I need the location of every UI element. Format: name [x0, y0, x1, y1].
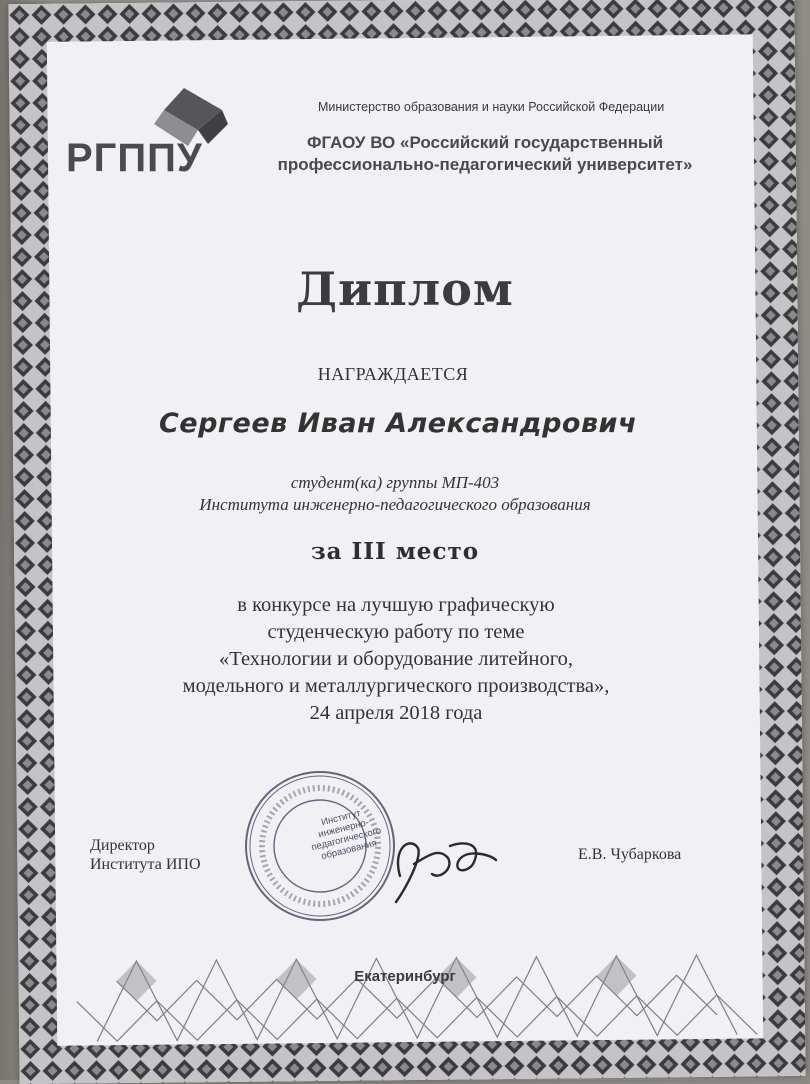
student-institute: Института инженерно-педагогического образования [199, 495, 591, 514]
stamp-center-text: Институт инженерно-педагогического образования [310, 807, 383, 863]
student-group: студент(ка) группы МП-403 [290, 473, 500, 492]
director-title [90, 836, 201, 874]
city-name: Екатеринбург [354, 968, 456, 985]
description-line-5: 24 апреля 2018 года [309, 702, 483, 724]
award-description [0, 592, 792, 727]
awarded-label: НАГРАЖДАЕТСЯ [317, 364, 469, 384]
signer-name: Е.В. Чубаркова [578, 846, 682, 863]
bottom-ornament [56, 914, 763, 1061]
student-info [0, 472, 790, 516]
director-title-line-2: Института ИПО [90, 856, 201, 873]
description-line-2: студенческую работу по теме [267, 621, 525, 643]
handwritten-signature [370, 818, 510, 908]
diploma-title: Диплом [296, 262, 514, 316]
award-place: за III место [310, 538, 480, 565]
description-line-3: «Технологии и оборудование литейного, [218, 648, 573, 670]
logo-text: РГППУ [66, 136, 203, 180]
recipient-name: Сергеев Иван Александрович [158, 408, 638, 439]
description-line-1: в конкурсе на лучшую графическую [237, 594, 555, 616]
university-name-line-2: профессионально-педагогический университет» [277, 155, 693, 174]
ministry-line: Министерство образования и науки Российской Федерации [318, 100, 665, 114]
university-name-line-1: ФГАОУ ВО «Российский государственный [306, 133, 664, 152]
director-title-line-1: Директор [90, 837, 155, 854]
description-line-4: модельного и металлургического производства», [182, 675, 610, 697]
university-name [255, 132, 715, 176]
